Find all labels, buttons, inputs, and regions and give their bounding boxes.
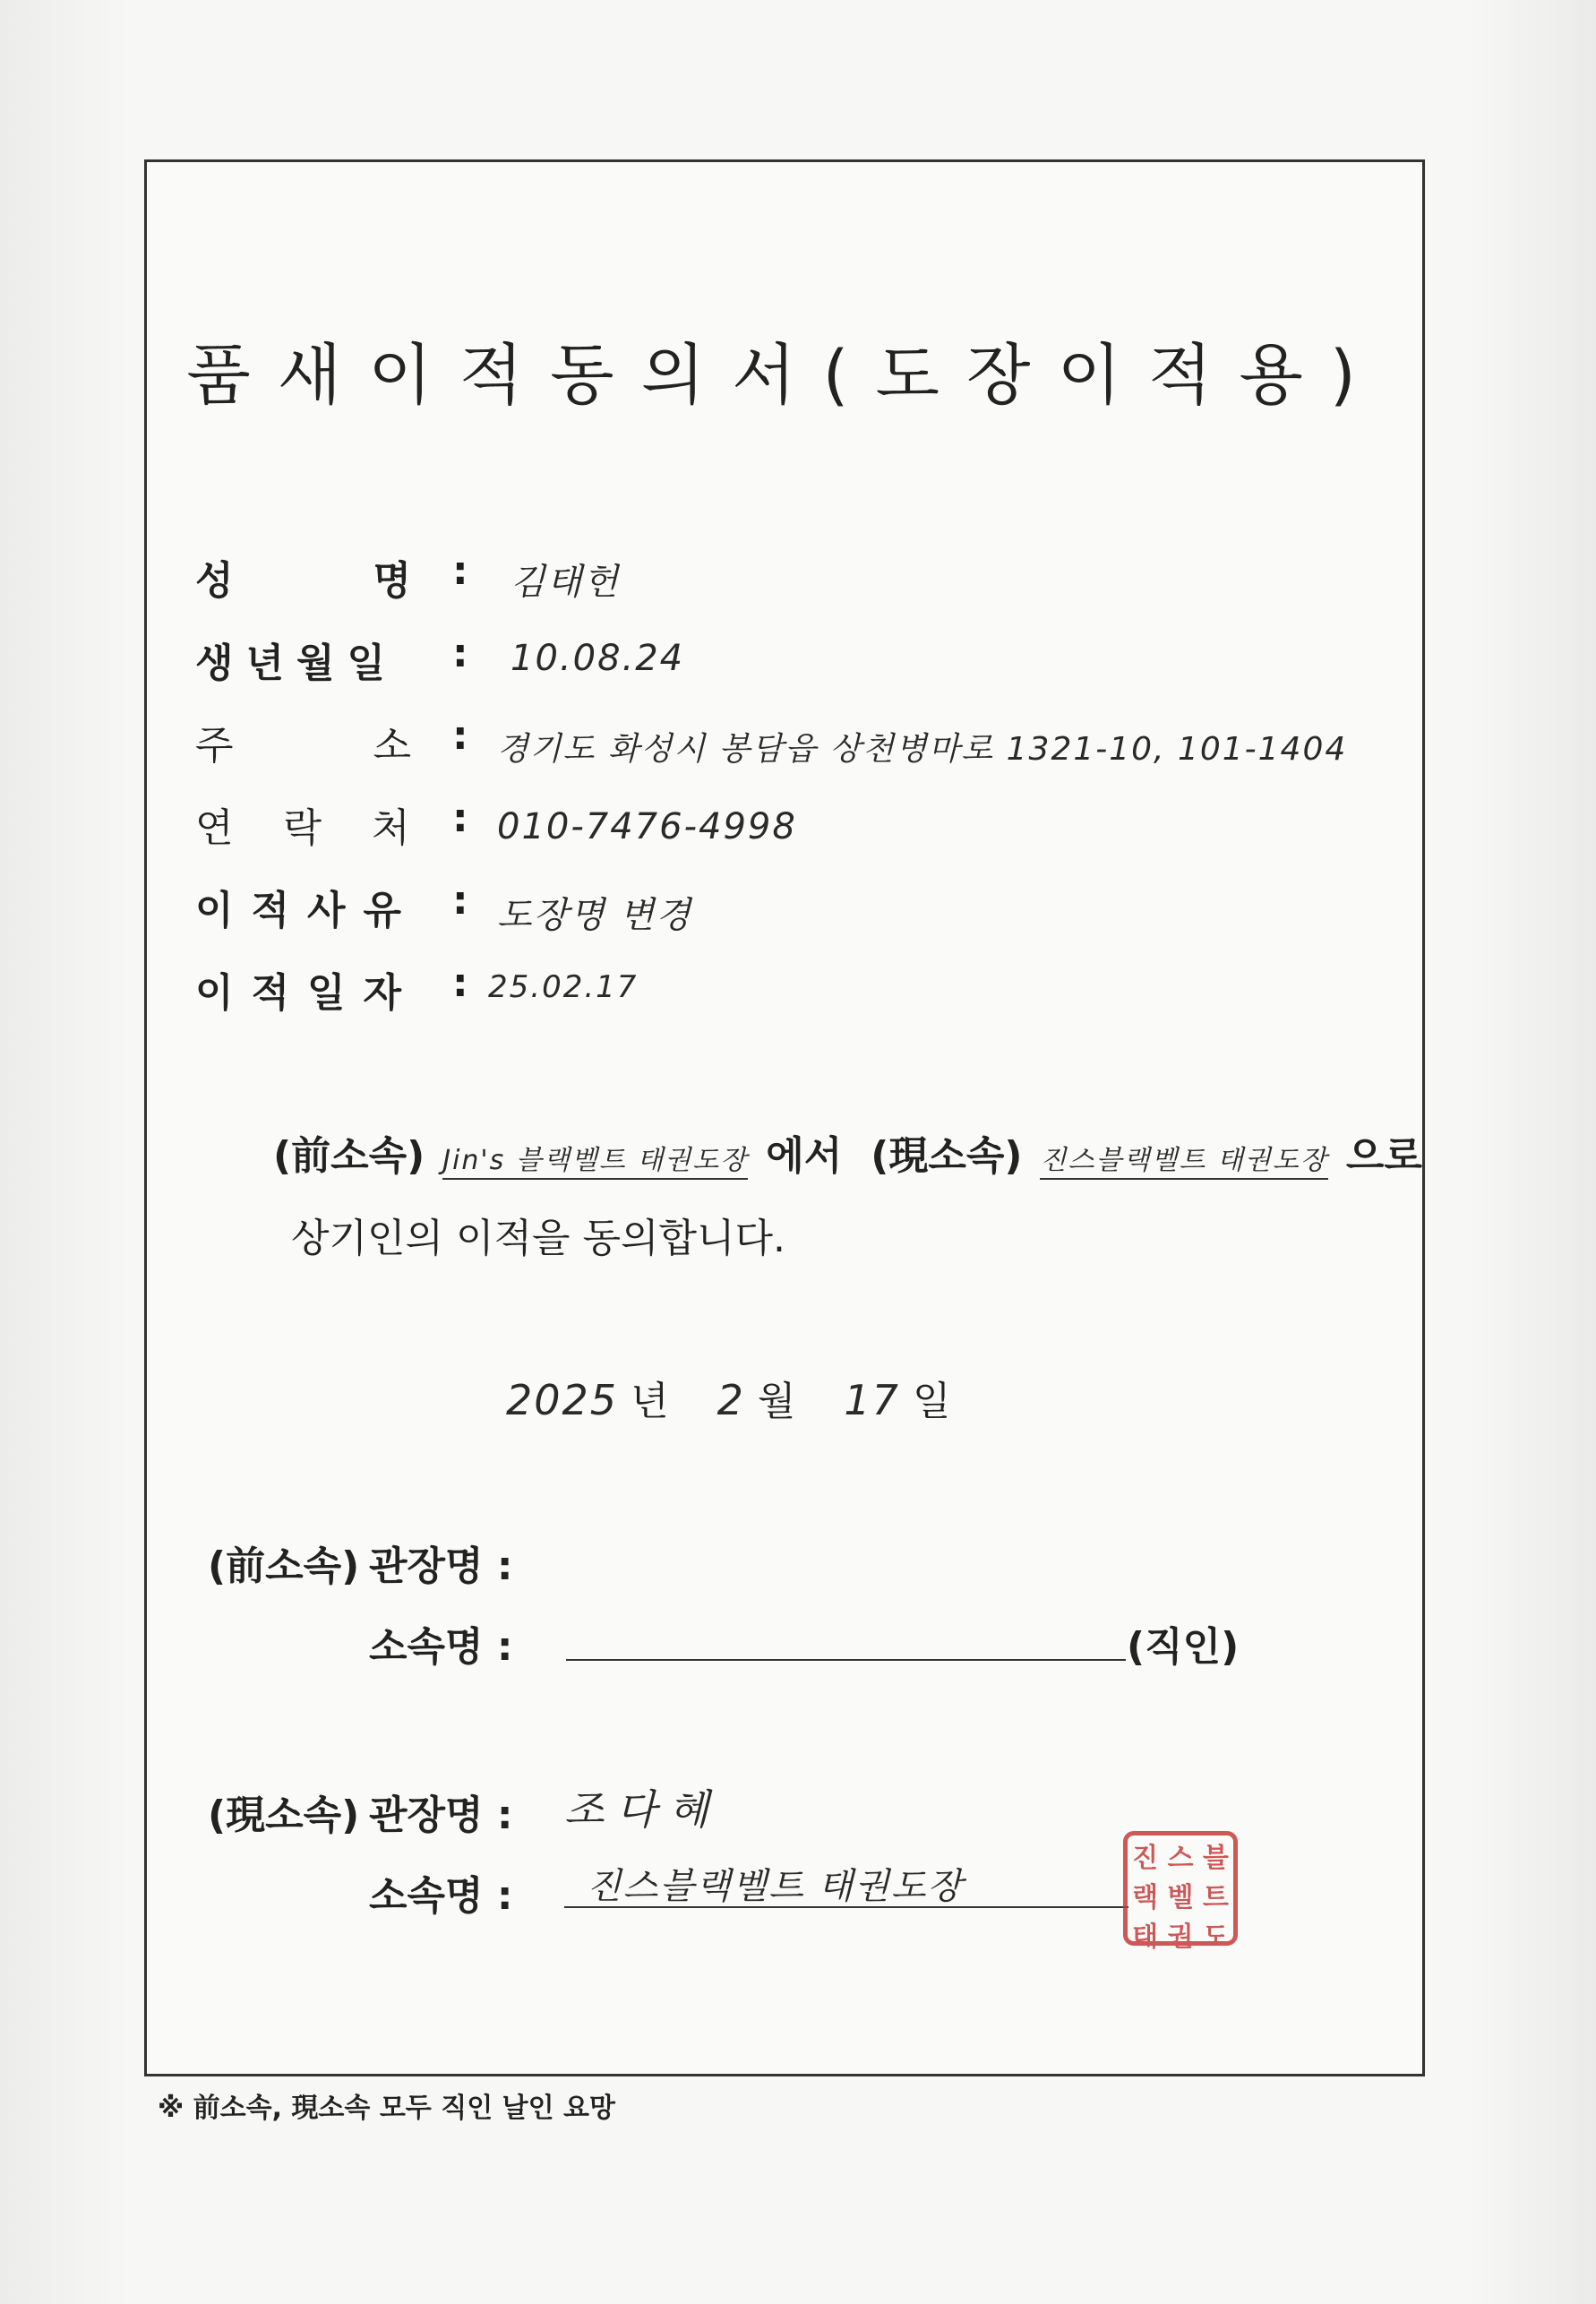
stamp-char: 스 <box>1167 1843 1194 1874</box>
curr-org-value: 진스블랙벨트 태권도장 <box>587 1866 965 1907</box>
stamp-char: 권 <box>1167 1921 1194 1953</box>
statement-prev-value: Jin's 블랙벨트 태권도장 <box>442 1145 748 1180</box>
field-colon: : <box>452 960 468 1006</box>
stamp-char: 태 <box>1132 1921 1159 1953</box>
field-value-contact: 010-7476-4998 <box>497 806 797 847</box>
field-value-reason: 도장명 변경 <box>497 895 692 936</box>
field-value-birth: 10.08.24 <box>511 638 685 679</box>
field-value-transfer-date: 25.02.17 <box>488 969 639 1005</box>
document-title: 품새이적동의서(도장이적용) <box>186 337 1383 414</box>
field-label-birth: 생년월일 <box>195 640 399 686</box>
date-day: 17 <box>844 1376 900 1424</box>
field-value-name: 김태헌 <box>511 562 620 603</box>
stamp-char: 블 <box>1202 1843 1229 1874</box>
field-label-name: 성 명 <box>195 558 417 604</box>
prev-seal-label: (직인) <box>1127 1624 1240 1670</box>
field-label-address: 주 소 <box>195 723 417 769</box>
field-colon: : <box>452 548 468 594</box>
date-month: 2 <box>716 1376 745 1424</box>
prev-director-label: 관장명 : <box>369 1543 513 1589</box>
stamp-char: 랙 <box>1132 1882 1159 1913</box>
statement-line-2: 상기인의 이적을 동의합니다. <box>291 1216 786 1261</box>
footnote: ※ 前소속, 現소속 모두 직인 날인 요망 <box>158 2093 615 2124</box>
curr-director-label: 관장명 : <box>369 1792 513 1838</box>
date-month-unit: 월 <box>757 1379 796 1424</box>
statement-prev-label: (前소속) <box>273 1133 425 1179</box>
field-colon: : <box>452 878 468 924</box>
stamp-char: 도 <box>1202 1921 1229 1953</box>
document-title-wrap <box>144 322 1425 417</box>
field-colon: : <box>452 795 468 841</box>
statement-curr-label: (現소속) <box>871 1133 1023 1179</box>
stamp-char: 벨 <box>1167 1882 1194 1913</box>
statement-line-1 <box>273 1123 1422 1181</box>
curr-affiliation-label: (現소속) <box>208 1792 360 1838</box>
stamp-char: 트 <box>1202 1882 1229 1913</box>
official-seal-stamp <box>1123 1831 1238 1953</box>
date-year-unit: 년 <box>631 1379 669 1424</box>
prev-org-label: 소속명 : <box>369 1624 513 1670</box>
stamp-char: 진 <box>1132 1843 1159 1874</box>
consent-date <box>506 1369 950 1426</box>
date-year: 2025 <box>506 1376 619 1424</box>
date-day-unit: 일 <box>912 1379 951 1424</box>
prev-org-signature-line <box>566 1659 1126 1661</box>
curr-org-signature-line <box>564 1906 1128 1908</box>
prev-affiliation-label: (前소속) <box>208 1543 360 1589</box>
field-label-transfer-date: 이적일자 <box>195 970 420 1016</box>
statement-to-word: 으로 <box>1345 1133 1422 1179</box>
field-colon: : <box>452 631 468 676</box>
statement-curr-value: 진스블랙벨트 태권도장 <box>1040 1145 1327 1180</box>
statement-from-word: 에서 <box>766 1133 843 1179</box>
field-value-address: 경기도 화성시 봉담읍 상천병마로 1321-10, 101-1404 <box>497 731 1348 768</box>
field-colon: : <box>452 713 468 759</box>
curr-director-value: 조다혜 <box>564 1785 722 1834</box>
curr-org-label: 소속명 : <box>369 1873 513 1919</box>
field-label-contact: 연 락 처 <box>195 805 416 851</box>
field-label-reason: 이적사유 <box>195 888 420 933</box>
